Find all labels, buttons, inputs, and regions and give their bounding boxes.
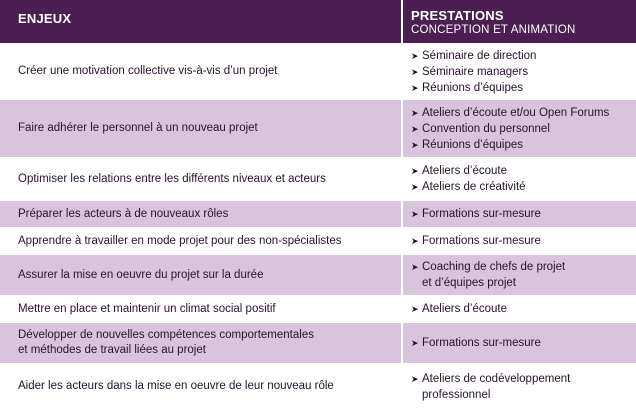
prestations-list	[411, 259, 565, 291]
arrow-right-icon: ➤	[411, 236, 419, 246]
arrow-right-icon: ➤	[411, 66, 419, 77]
enjeu-cell	[0, 364, 403, 410]
prestation-item	[411, 259, 565, 291]
header-prestations-title: PRESTATIONS	[411, 8, 504, 23]
prestation-text: Séminaire de direction	[422, 49, 537, 62]
prestations-list	[411, 335, 541, 351]
arrow-right-icon: ➤	[411, 209, 419, 219]
prestation-item	[411, 206, 541, 222]
arrow-right-icon: ➤	[411, 182, 419, 192]
prestation-text: Ateliers d’écoute et/ou Open Forums	[422, 106, 610, 119]
arrow-right-icon: ➤	[411, 373, 419, 384]
enjeu-text: Mettre en place et maintenir un climat social positif	[18, 302, 276, 315]
header-enjeux	[0, 0, 403, 44]
prestations-cell	[403, 255, 636, 296]
enjeu-text: Assurer la mise en oeuvre du projet sur la durée	[18, 268, 264, 281]
prestation-text: Réunions d’équipes	[422, 138, 524, 151]
enjeu-cell	[0, 158, 403, 201]
prestation-text: Ateliers de créativité	[422, 181, 526, 193]
enjeu-cell	[0, 255, 403, 296]
prestations-list	[411, 301, 507, 317]
prestation-item	[411, 301, 507, 317]
enjeu-cell	[0, 323, 403, 364]
prestation-item	[411, 179, 526, 195]
prestation-text: Ateliers d’écoute	[422, 165, 508, 177]
prestation-item	[411, 335, 541, 351]
prestation-item	[411, 233, 541, 249]
prestations-cell	[403, 44, 636, 100]
prestation-item	[411, 121, 609, 137]
enjeu-text: Préparer les acteurs à de nouveaux rôles	[18, 207, 229, 220]
arrow-right-icon: ➤	[411, 107, 419, 118]
prestation-item	[411, 163, 526, 179]
arrow-right-icon: ➤	[411, 166, 419, 176]
prestation-text: Ateliers de codéveloppement professionnel	[422, 372, 571, 401]
arrow-right-icon: ➤	[411, 50, 419, 61]
prestations-cell	[403, 296, 636, 323]
enjeu-text: Aider les acteurs dans la mise en oeuvre de leur nouveau rôle	[18, 380, 334, 392]
prestations-list	[411, 105, 609, 153]
prestation-text: Formations sur-mesure	[422, 235, 541, 247]
enjeu-text: Optimiser les relations entre les différents niveaux et acteurs	[18, 172, 326, 185]
prestation-text: Formations sur-mesure	[422, 208, 541, 220]
prestation-item	[411, 48, 536, 64]
enjeu-text: Développer de nouvelles compétences comportementales et méthodes de travail liées au projet	[18, 329, 314, 356]
header-prestations-subtitle: CONCEPTION ET ANIMATION	[411, 24, 576, 36]
arrow-right-icon: ➤	[411, 338, 419, 348]
enjeu-text: Créer une motivation collective vis-à-vis d’un projet	[18, 65, 278, 77]
arrow-right-icon: ➤	[411, 82, 419, 93]
prestation-text: Réunions d’équipes	[422, 81, 524, 94]
prestations-cell	[403, 100, 636, 158]
prestation-item	[411, 105, 609, 121]
enjeu-text: Apprendre à travailler en mode projet pour des non-spécialistes	[18, 234, 342, 247]
arrow-right-icon: ➤	[411, 123, 419, 134]
enjeu-cell	[0, 100, 403, 158]
arrow-right-icon: ➤	[411, 262, 419, 272]
prestation-item	[411, 80, 536, 96]
prestation-item	[411, 137, 609, 153]
prestation-text: Formations sur-mesure	[422, 337, 541, 349]
prestations-list	[411, 206, 541, 222]
prestations-cell	[403, 158, 636, 201]
prestation-text: Ateliers d’écoute	[422, 303, 508, 315]
enjeu-cell	[0, 44, 403, 100]
prestations-list	[411, 48, 536, 96]
prestation-text: Coaching de chefs de projet et d’équipes projet	[422, 261, 566, 289]
enjeu-cell	[0, 201, 403, 228]
prestation-item	[411, 371, 570, 403]
header-prestations	[403, 0, 636, 44]
prestation-text: Convention du personnel	[422, 122, 550, 135]
prestations-cell	[403, 228, 636, 255]
enjeu-cell	[0, 228, 403, 255]
prestations-cell	[403, 364, 636, 410]
arrow-right-icon: ➤	[411, 139, 419, 150]
enjeu-text: Faire adhérer le personnel à un nouveau projet	[18, 122, 258, 134]
arrow-right-icon: ➤	[411, 304, 419, 314]
header-enjeux-title: ENJEUX	[18, 11, 72, 26]
prestations-list	[411, 233, 541, 249]
enjeu-cell	[0, 296, 403, 323]
prestation-text: Séminaire managers	[422, 65, 529, 78]
prestations-cell	[403, 201, 636, 228]
prestation-item	[411, 64, 536, 80]
prestations-list	[411, 371, 570, 403]
prestations-list	[411, 163, 526, 195]
prestations-cell	[403, 323, 636, 364]
